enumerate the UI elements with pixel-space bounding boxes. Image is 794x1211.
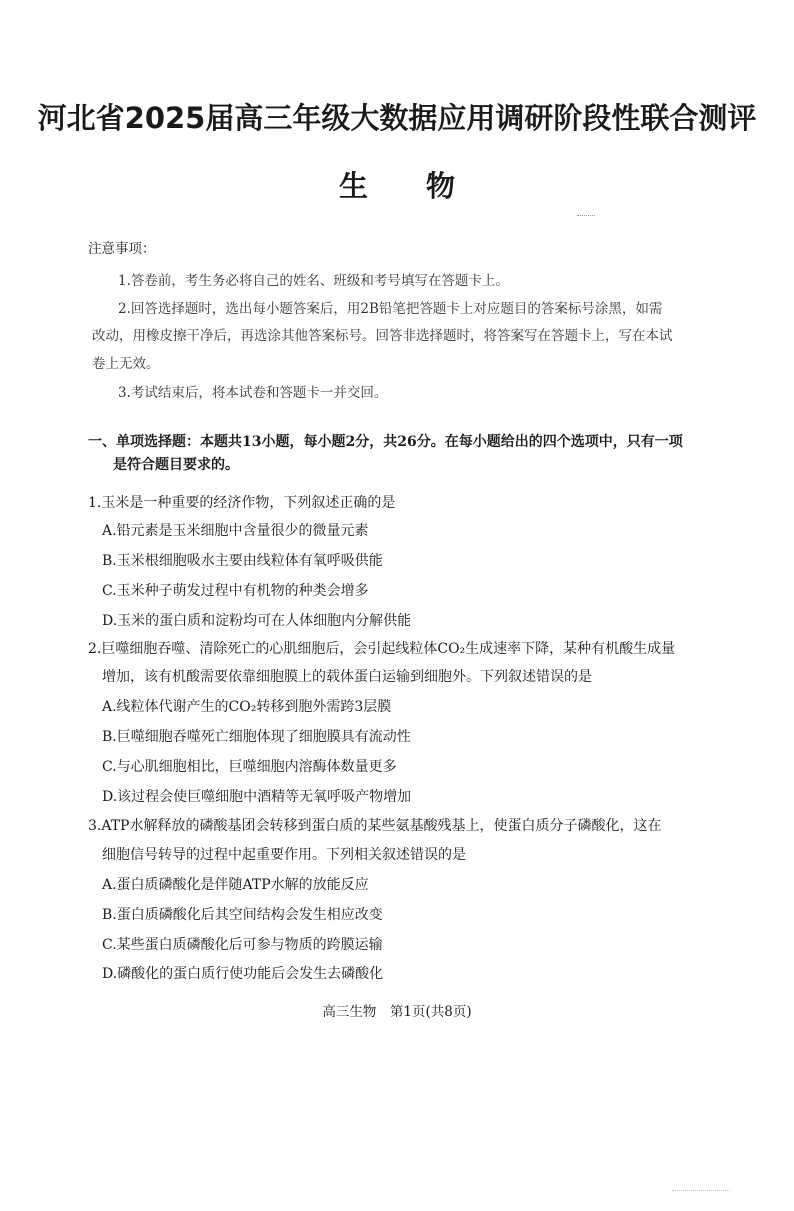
note-item-2-cont: 改动，用橡皮擦干净后，再选涂其他答案标号。回答非选择题时，将答案写在答题卡上，写在本试 <box>92 328 673 344</box>
question-2-stem-line1: 2.巨噬细胞吞噬、清除死亡的心肌细胞后，会引起线粒体CO₂生成速率下降，某种有机酸生成量 <box>88 641 676 657</box>
note-item-2-end: 卷上无效。 <box>92 356 160 372</box>
question-3-option-c: C.某些蛋白质磷酸化后可参与物质的跨膜运输 <box>102 937 383 953</box>
exam-title: 河北省2025届高三年级大数据应用调研阶段性联合测评 <box>37 101 757 135</box>
question-3-option-a: A.蛋白质磷酸化是伴随ATP水解的放能反应 <box>102 877 369 893</box>
exam-subject: 生物 <box>338 169 513 203</box>
question-3-option-b: B.蛋白质磷酸化后其空间结构会发生相应改变 <box>102 907 383 923</box>
section-heading <box>88 431 728 477</box>
question-3-stem-line2: 细胞信号转导的过程中起重要作用。下列相关叙述错误的是 <box>102 847 466 863</box>
note-item-3: 3.考试结束后，将本试卷和答题卡一并交回。 <box>118 385 388 401</box>
scan-speck <box>577 215 595 218</box>
notes-heading: 注意事项： <box>88 241 156 257</box>
question-1-option-a: A.铅元素是玉米细胞中含量很少的微量元素 <box>102 523 369 539</box>
question-2-option-d: D.该过程会使巨噬细胞中酒精等无氧呼吸产物增加 <box>102 789 412 805</box>
question-1-option-c: C.玉米种子萌发过程中有机物的种类会增多 <box>102 583 369 599</box>
question-3-stem-line1: 3.ATP水解释放的磷酸基团会转移到蛋白质的某些氨基酸残基上，使蛋白质分子磷酸化，这在 <box>88 818 662 834</box>
section-heading-line2: 是符合题目要求的。 <box>113 457 239 473</box>
scan-corner-mark <box>672 1190 730 1192</box>
note-item-2: 2.回答选择题时，选出每小题答案后，用2B铅笔把答题卡上对应题目的答案标号涂黑，如需 <box>118 301 663 317</box>
section-heading-line1: 一、单项选择题：本题共13小题，每小题2分，共26分。在每小题给出的四个选项中，只有一项 <box>88 434 683 450</box>
page-footer: 高三生物 第1页(共8页) <box>322 1004 472 1020</box>
question-3-option-d: D.磷酸化的蛋白质行使功能后会发生去磷酸化 <box>102 966 384 982</box>
note-item-1: 1.答卷前，考生务必将自己的姓名、班级和考号填写在答题卡上。 <box>118 273 509 289</box>
question-2-option-b: B.巨噬细胞吞噬死亡细胞体现了细胞膜具有流动性 <box>102 729 411 745</box>
question-2-option-c: C.与心肌细胞相比，巨噬细胞内溶酶体数量更多 <box>102 759 397 775</box>
question-1-stem: 1.玉米是一种重要的经济作物，下列叙述正确的是 <box>88 495 396 511</box>
question-2-option-a: A.线粒体代谢产生的CO₂转移到胞外需跨3层膜 <box>102 699 392 715</box>
question-1-option-d: D.玉米的蛋白质和淀粉均可在人体细胞内分解供能 <box>102 613 412 629</box>
question-2-stem-line2: 增加，该有机酸需要依靠细胞膜上的载体蛋白运输到细胞外。下列叙述错误的是 <box>102 669 592 685</box>
question-1-option-b: B.玉米根细胞吸水主要由线粒体有氧呼吸供能 <box>102 553 383 569</box>
